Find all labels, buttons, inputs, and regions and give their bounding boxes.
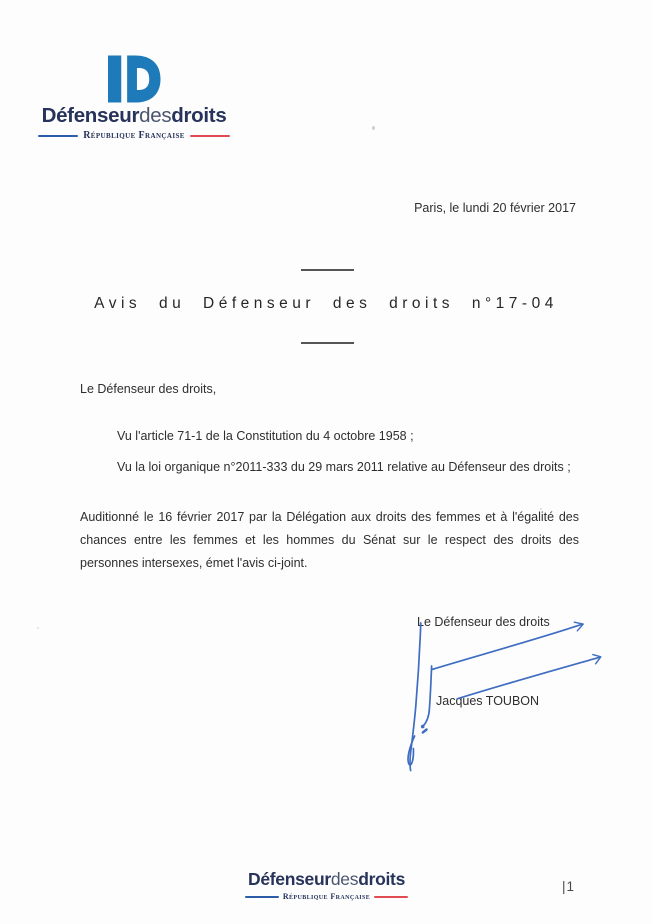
- red-line: [374, 896, 408, 898]
- scan-speck: [540, 508, 542, 510]
- date-line: Paris, le lundi 20 février 2017: [414, 201, 576, 215]
- scan-speck: [37, 627, 39, 629]
- signatory-name: Jacques TOUBON: [436, 694, 540, 708]
- ink-blot: [421, 725, 425, 729]
- republique-francaise-banner: [38, 130, 230, 141]
- title-rule-bottom: [301, 342, 354, 344]
- footer-logo-wordmark: [245, 869, 408, 890]
- blue-line: [245, 896, 279, 898]
- salutation: Le Défenseur des droits,: [80, 382, 217, 396]
- document-title: Avis du Défenseur des droits n°17-04: [94, 295, 558, 312]
- defenseur-des-droits-footer-logo: [245, 869, 408, 901]
- page-number: |1: [562, 879, 576, 894]
- signature-title: Le Défenseur des droits: [417, 615, 550, 629]
- title-rule-top: [301, 269, 354, 271]
- wordmark-defenseur: Défenseur: [41, 104, 140, 127]
- wordmark-defenseur: Défenseur: [247, 869, 331, 889]
- wordmark-des: des: [139, 104, 172, 127]
- footer-republique-francaise-banner: [245, 892, 408, 901]
- republique-francaise-label: République Française: [83, 130, 185, 141]
- wordmark-droits: droits: [171, 104, 227, 127]
- republique-francaise-label: République Française: [282, 892, 371, 901]
- blue-line: [38, 135, 78, 137]
- defenseur-des-droits-logo: [38, 55, 230, 141]
- logo-letter-d-icon: [108, 55, 161, 103]
- visa-line: Vu la loi organique n°2011-333 du 29 mars 2011 relative au Défenseur des droits ;: [117, 460, 571, 474]
- scan-speck: [372, 126, 375, 130]
- wordmark-droits: droits: [358, 869, 406, 889]
- visa-line: Vu l'article 71-1 de la Constitution du 4 octobre 1958 ;: [117, 429, 414, 443]
- body-paragraph: Auditionné le 16 février 2017 par la Délégation aux droits des femmes et à l'égalité des chances entre les femmes et les hommes du Sénat sur le respect des droits des personnes intersexes, émet l'avis ci-joint.: [80, 510, 579, 570]
- logo-wordmark: [38, 104, 230, 128]
- wordmark-des: des: [330, 869, 359, 889]
- red-line: [190, 135, 230, 137]
